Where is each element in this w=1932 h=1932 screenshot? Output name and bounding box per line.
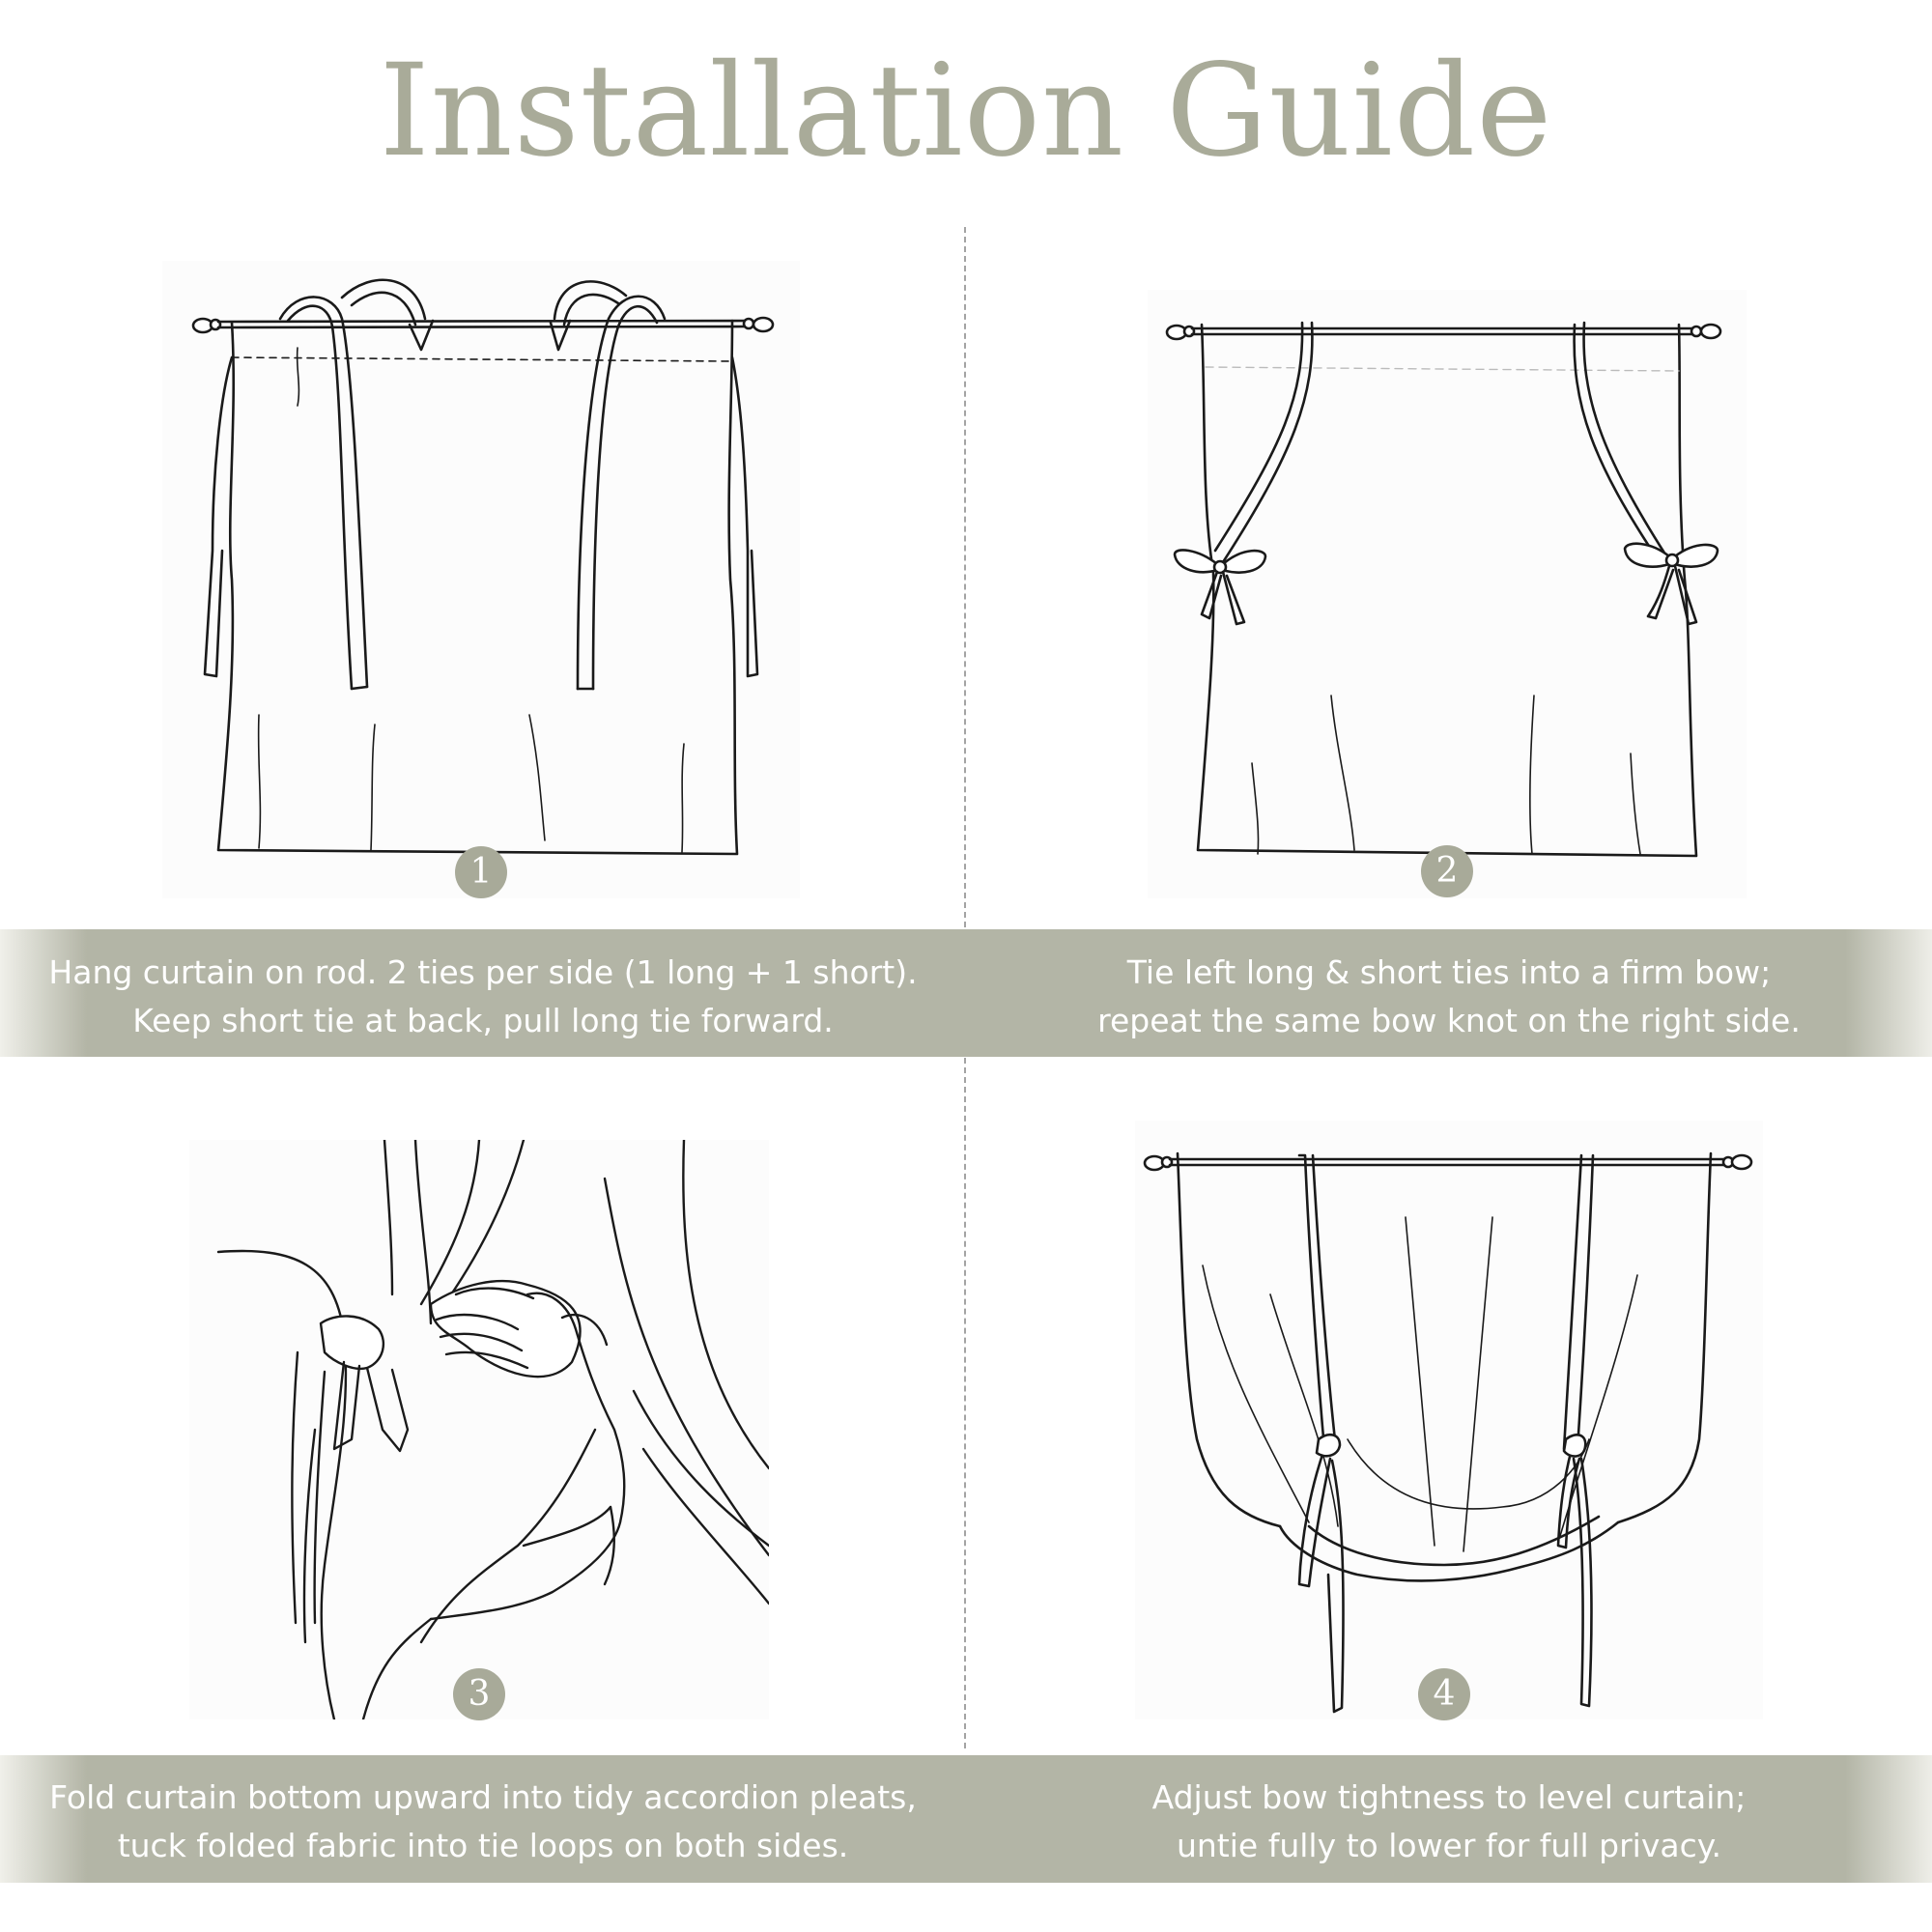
step-1-caption-line-1: Hang curtain on rod. 2 ties per side (1 long + 1 short).: [48, 953, 918, 991]
step-2-number-badge: 2: [1421, 845, 1473, 897]
vertical-divider-bottom: [964, 1058, 966, 1748]
step-3-caption-line-2: tuck folded fabric into tie loops on both sides.: [117, 1827, 849, 1864]
step-1-caption-line-2: Keep short tie at back, pull long tie forward.: [132, 1002, 834, 1039]
step-2-caption-line-1: Tie left long & short ties into a firm bow;: [1126, 953, 1772, 991]
step-2-caption-line-2: repeat the same bow knot on the right side.: [1097, 1002, 1801, 1039]
step-3-caption-line-1: Fold curtain bottom upward into tidy accordion pleats,: [49, 1778, 917, 1816]
step-3-caption: [29, 1774, 937, 1870]
page-title: Installation Guide: [379, 37, 1553, 185]
step-1-caption: [29, 949, 937, 1045]
step-2-illustration: [1148, 290, 1747, 898]
step-4-caption-line-2: untie fully to lower for full privacy.: [1176, 1827, 1722, 1864]
knot-icon-right: [1564, 1435, 1585, 1456]
vertical-divider-top: [964, 227, 966, 927]
step-3-illustration: [189, 1140, 769, 1719]
step-4-illustration: [1135, 1121, 1763, 1719]
step-1-number-badge: 1: [455, 846, 507, 898]
step-3-number-badge: 3: [453, 1668, 505, 1720]
step-4-caption-line-1: Adjust bow tightness to level curtain;: [1151, 1778, 1747, 1816]
step-4-number-badge: 4: [1418, 1668, 1470, 1720]
step-4-caption: [995, 1774, 1903, 1870]
step-1-illustration: [162, 261, 800, 898]
knot-icon-left: [1317, 1435, 1340, 1456]
step-2-caption: [995, 949, 1903, 1045]
